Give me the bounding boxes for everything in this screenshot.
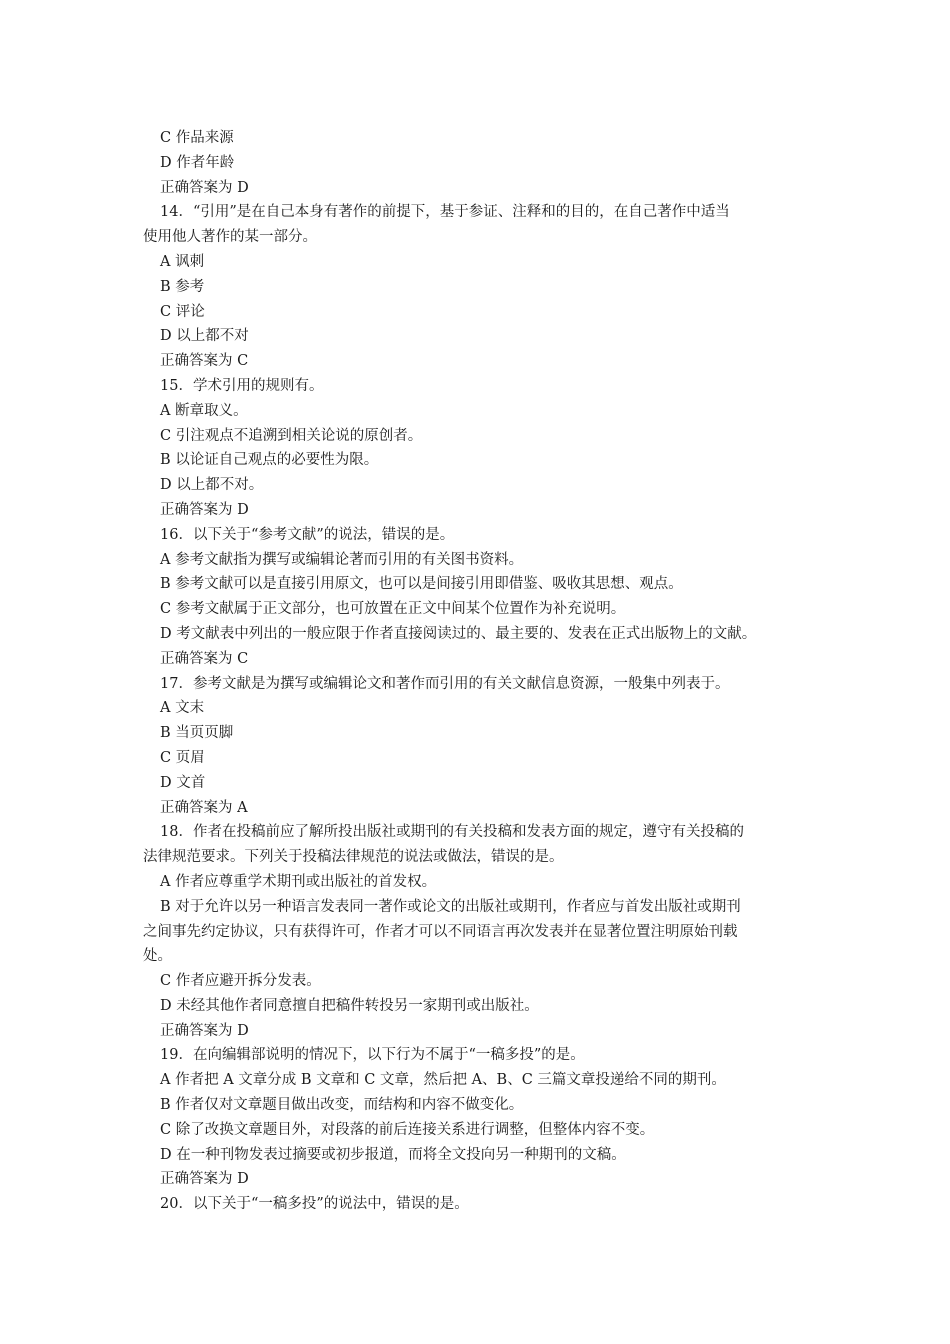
text-line: 使用他人著作的某一部分。: [143, 229, 317, 246]
text-line: 正确答案为 D: [160, 1171, 249, 1188]
text-line: D 作者年龄: [160, 154, 235, 171]
text-line: 18．作者在投稿前应了解所投出版社或期刊的有关投稿和发表方面的规定，遵守有关投稿的: [160, 824, 744, 841]
text-line: 15．学术引用的规则有。: [160, 377, 324, 394]
text-line: C 评论: [160, 303, 205, 320]
text-line: B 当页页脚: [160, 725, 234, 742]
text-line: 14．“引用”是在自己本身有著作的前提下，基于参证、注释和的目的，在自己著作中适当: [160, 204, 730, 221]
text-line: 正确答案为 D: [160, 179, 249, 196]
text-line: D 文首: [160, 774, 206, 791]
text-line: 正确答案为 D: [160, 1022, 249, 1039]
text-line: C 参考文献属于正文部分，也可放置在正文中间某个位置作为补充说明。: [160, 601, 626, 618]
text-line: C 引注观点不追溯到相关论说的原创者。: [160, 427, 423, 444]
text-line: 20．以下关于“一稿多投”的说法中，错误的是。: [160, 1196, 469, 1213]
text-line: 正确答案为 C: [160, 353, 249, 370]
text-line: 16．以下关于“参考文献”的说法，错误的是。: [160, 526, 455, 543]
text-line: D 在一种刊物发表过摘要或初步报道，而将全文投向另一种期刊的文稿。: [160, 1146, 626, 1163]
text-line: 19．在向编辑部说明的情况下，以下行为不属于“一稿多投”的是。: [160, 1047, 585, 1064]
text-line: A 作者把 A 文章分成 B 文章和 C 文章，然后把 A、B、C 三篇文章投递给不同的期刊。: [160, 1072, 726, 1089]
text-line: 正确答案为 C: [160, 650, 249, 667]
text-line: D 以上都不对。: [160, 477, 264, 494]
text-line: B 参考文献可以是直接引用原文，也可以是间接引用即借鉴、吸收其思想、观点。: [160, 576, 683, 593]
text-line: A 作者应尊重学术期刊或出版社的首发权。: [160, 873, 437, 890]
text-line: 之间事先约定协议，只有获得许可，作者才可以不同语言再次发表并在显著位置注明原始刊载: [143, 923, 738, 940]
text-line: B 对于允许以另一种语言发表同一著作或论文的出版社或期刊，作者应与首发出版社或期刊: [160, 898, 741, 915]
text-line: 正确答案为 D: [160, 501, 249, 518]
text-line: B 以论证自己观点的必要性为限。: [160, 452, 379, 469]
text-line: A 断章取义。: [160, 402, 248, 419]
text-line: A 文末: [160, 700, 205, 717]
text-line: A 参考文献指为撰写或编辑论著而引用的有关图书资料。: [160, 551, 524, 568]
text-line: D 考文献表中列出的一般应限于作者直接阅读过的、最主要的、发表在正式出版物上的文献。: [160, 625, 757, 642]
text-line: 正确答案为 A: [160, 799, 248, 816]
text-line: C 页眉: [160, 749, 205, 766]
text-line: D 未经其他作者同意擅自把稿件转投另一家期刊或出版社。: [160, 997, 539, 1014]
text-line: B 作者仅对文章题目做出改变，而结构和内容不做变化。: [160, 1097, 524, 1114]
text-line: 处。: [143, 948, 172, 965]
text-line: C 除了改换文章题目外，对段落的前后连接关系进行调整，但整体内容不变。: [160, 1121, 655, 1138]
text-line: 17．参考文献是为撰写或编辑论文和著作而引用的有关文献信息资源，一般集中列表于。: [160, 675, 730, 692]
text-line: A 讽刺: [160, 253, 205, 270]
text-line: C 作品来源: [160, 130, 234, 146]
text-line: B 参考: [160, 278, 205, 295]
text-line: 法律规范要求。下列关于投稿法律规范的说法或做法，错误的是。: [143, 849, 564, 866]
text-line: C 作者应避开拆分发表。: [160, 973, 321, 990]
text-line: D 以上都不对: [160, 328, 249, 345]
